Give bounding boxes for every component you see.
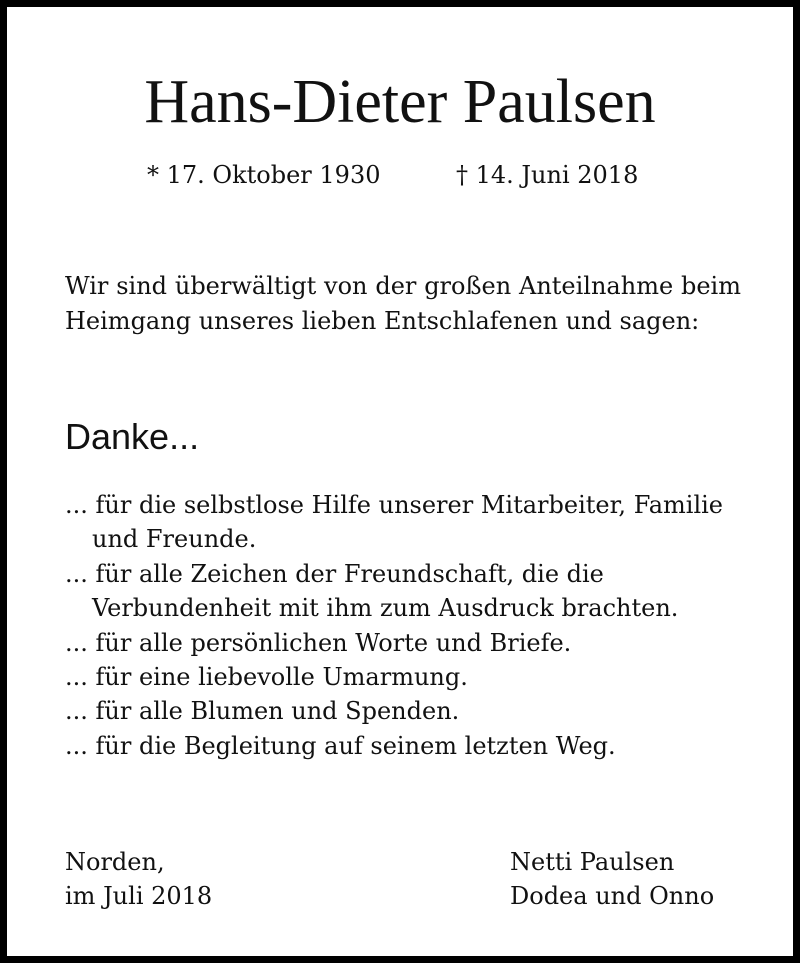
thanks-item: ... für alle Zeichen der Freundschaft, die die Verbundenheit mit ihm zum Ausdruck brachten.: [65, 559, 679, 623]
thanks-item: ... für die selbstlose Hilfe unserer Mitarbeiter, Familie und Freunde.: [65, 491, 724, 554]
signer-name: Netti Paulsen: [510, 848, 675, 876]
thanks-item: ... für eine liebevolle Umarmung.: [65, 663, 468, 692]
thanks-item: ... für die Begleitung auf seinem letzten Weg.: [65, 731, 616, 760]
intro-text: Wir sind überwältigt von der großen Anteilnahme beim Heimgang unseres lieben Entschlafenen und sagen:: [65, 272, 741, 335]
birth-date: * 17. Oktober 1930: [147, 161, 381, 189]
thanks-item: ... für alle persönlichen Worte und Briefe.: [65, 628, 572, 657]
date: im Juli 2018: [65, 882, 213, 910]
thanks-item: ... für alle Blumen und Spenden.: [65, 697, 460, 726]
signer-name: Dodea und Onno: [510, 882, 715, 910]
danke-heading: Danke...: [65, 416, 200, 457]
place: Norden,: [65, 848, 165, 876]
signers: [510, 845, 714, 913]
thanks-list: [65, 488, 765, 763]
death-date: † 14. Juni 2018: [456, 161, 639, 189]
deceased-name: Hans-Dieter Paulsen: [144, 68, 656, 136]
place-and-date: [65, 845, 212, 913]
